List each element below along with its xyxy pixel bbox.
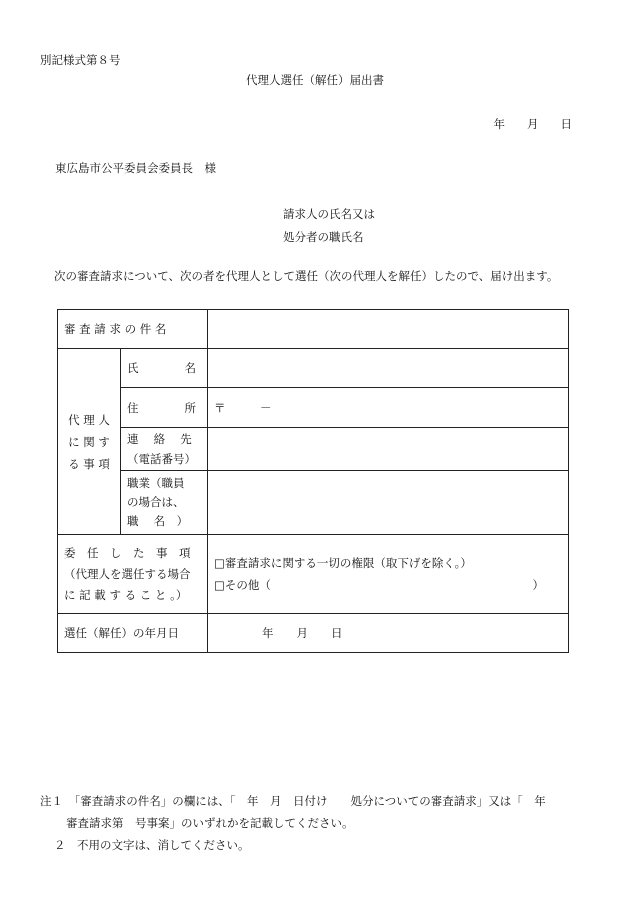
agent-group-line-2: に 関 す	[68, 434, 110, 449]
delegation-option-other[interactable]	[214, 574, 562, 596]
other-close: ）	[532, 578, 544, 592]
agent-group-line-1: 代 理 人	[68, 412, 110, 427]
occupation-line-1: 職業（職員	[127, 476, 185, 490]
form-number: 別記様式第８号	[40, 53, 121, 67]
contact-field[interactable]	[208, 428, 569, 471]
address-row	[58, 388, 569, 428]
name-field[interactable]	[208, 349, 569, 388]
delegation-label	[58, 535, 208, 614]
name-label: 氏 名	[121, 349, 208, 388]
note-1-line-2: 審査請求第 号事案」のいずれかを記載してください。	[66, 816, 354, 830]
address-label: 住 所	[121, 388, 208, 428]
contact-label-line-1: 連 絡 先	[127, 432, 192, 446]
agent-group-line-3: る 事 項	[68, 456, 110, 471]
document-title: 代理人選任（解任）届出書	[246, 73, 384, 87]
applicant-block	[283, 203, 375, 249]
note-1-line-1: 注１ 「審査請求の件名」の欄には、「 年 月 日付け 処分についての審査請求」又は「 年	[40, 794, 546, 808]
contact-label	[121, 428, 208, 471]
appointment-date-label: 選任（解任）の年月日	[58, 614, 208, 653]
delegation-label-line-2: （代理人を選任する場合	[64, 566, 191, 581]
delegation-label-line-1: 委 任 し た 事 項	[64, 545, 191, 560]
addressee: 東広島市公平委員会委員長 様	[55, 161, 216, 175]
case-name-field[interactable]	[208, 310, 569, 349]
applicant-line-1: 請求人の氏名又は	[283, 207, 375, 221]
note-2: ２ 不用の文字は、消してください。	[54, 838, 250, 852]
case-name-label: 審 査 請 求 の 件 名	[58, 310, 208, 349]
delegation-label-line-3: に 記 載 す る こ と 。）	[64, 587, 188, 602]
contact-row	[58, 428, 569, 471]
occupation-field[interactable]	[208, 471, 569, 535]
form-table	[57, 309, 569, 653]
contact-label-line-2: （電話番号）	[127, 452, 196, 466]
date-month: 月	[527, 117, 539, 131]
other-open: □その他（	[214, 578, 271, 592]
appointment-date-row	[58, 614, 569, 653]
address-field[interactable]: 〒 －	[208, 388, 569, 428]
agent-group-label	[58, 349, 121, 535]
agent-name-row	[58, 349, 569, 388]
notes	[40, 790, 546, 856]
submission-date	[472, 116, 573, 132]
case-name-row	[58, 310, 569, 349]
date-day: 日	[560, 117, 572, 131]
intro-text: 次の審査請求について、次の者を代理人として選任（次の代理人を解任）したので、届け出ます。	[54, 269, 559, 283]
occupation-line-3: 職 名 ）	[127, 514, 189, 528]
delegation-options	[208, 535, 569, 614]
applicant-line-2: 処分者の職氏名	[283, 230, 364, 244]
date-year: 年	[493, 117, 505, 131]
occupation-row	[58, 471, 569, 535]
occupation-label	[121, 471, 208, 535]
occupation-line-2: の場合は、	[127, 495, 185, 509]
appointment-date-field[interactable]: 年 月 日	[208, 614, 569, 653]
delegation-row	[58, 535, 569, 614]
delegation-option-all[interactable]: □審査請求に関する一切の権限（取下げを除く。）	[214, 556, 472, 570]
